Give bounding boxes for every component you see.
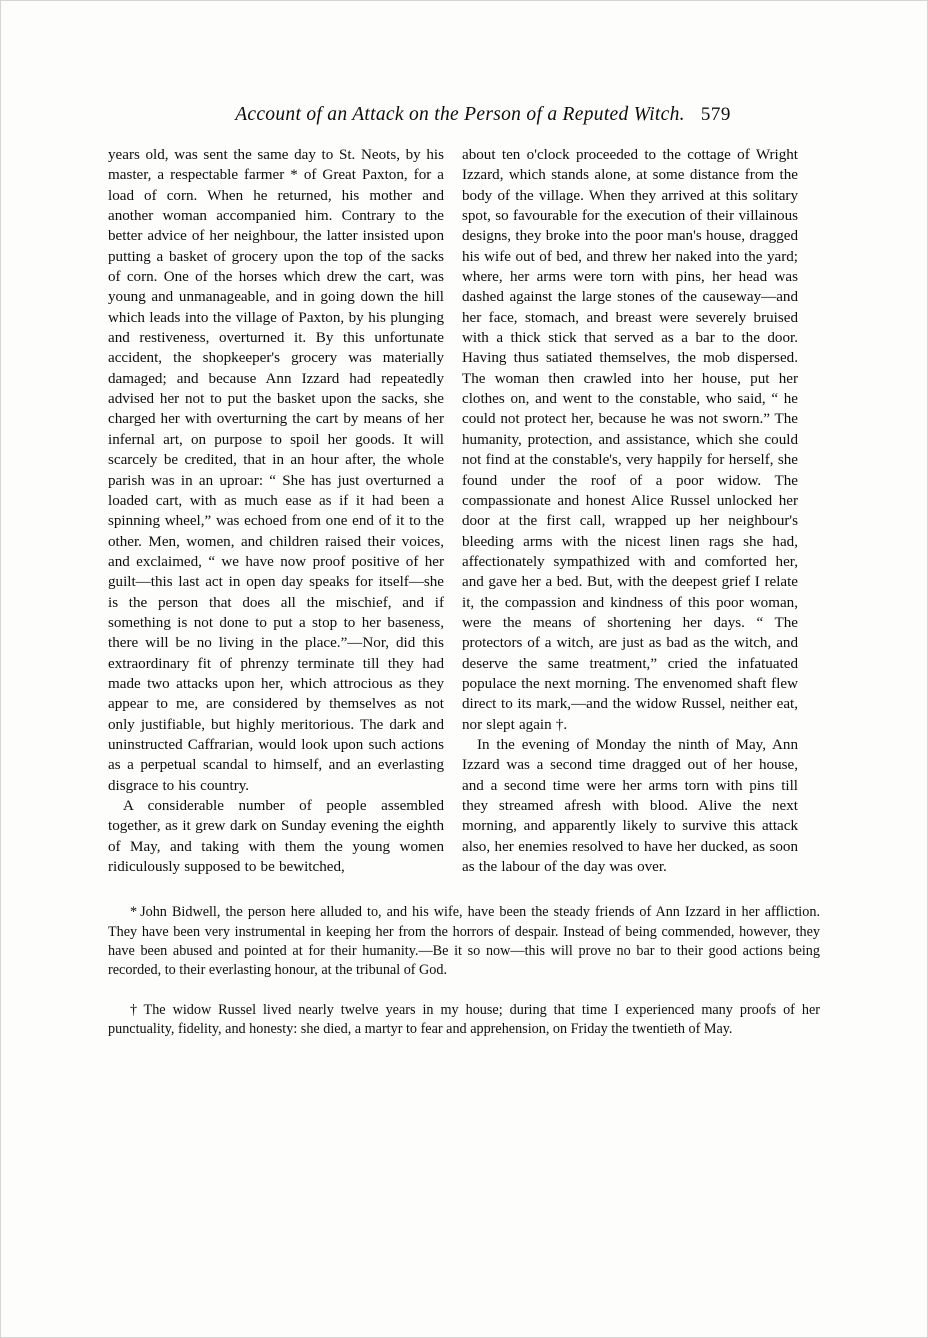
page-title: Account of an Attack on the Person of a Reputed Witch.: [235, 104, 685, 125]
footnote-section: [108, 903, 820, 1039]
two-column-body: [108, 145, 820, 877]
footnote-marker: *: [130, 904, 138, 921]
right-column: [462, 145, 798, 877]
page-text-block: [108, 104, 820, 1039]
paragraph: years old, was sent the same day to St. Neots, by his master, a respectable farmer * of Great Paxton, for a load of corn. When he returned, his mother and another woman accompanied him. Contrary to the better advice of her neighbour, the latter insisted upon putting a basket of grocery upon the top of the sacks of corn. One of the horses which drew the cart, was young and unmanageable, and in going down the hill which leads into the village of Paxton, by his plunging and restiveness, overturned it. By this unfortunate accident, the shopkeeper's grocery was materially damaged; and because Ann Izzard had repeatedly advised her not to put the basket upon the sacks, she charged her with overturning the cart by means of her infernal art, on purpose to spoil her goods. It will scarcely be credited, that in an hour after, the whole parish was in an uproar: “ She has just overturned a loaded cart, with as much ease as if it had been a spinning wheel,” was echoed from one end of it to the other. Men, women, and children raised their voices, and exclaimed, “ we have now proof positive of her guilt—this last act in open day speaks for itself—she is the person that does all the mischief, and if something is not done to put a stop to her baseness, there will be no living in the place.”—Nor, did this extraordinary fit of phrenzy terminate till they had made two attacks upon her, which attrocious as they appear to me, are considered by themselves as not only justifiable, but highly meritorious. The dark and uninstructed Caffrarian, would look upon such actions as a perpetual scandal to himself, and an everlasting disgrace to his country.: [108, 147, 444, 794]
paragraph: about ten o'clock proceeded to the cottage of Wright Izzard, which stands alone, at some distance from the body of the village. When they arrived at this solitary spot, so favourable for the execution of their villainous designs, they broke into the poor man's house, dragged his wife out of bed, and threw her naked into the yard; where, her arms were torn with pins, her head was dashed against the large stones of the causeway—and her face, stomach, and breast were severely bruised with a thick stick that served as a bar to the door. Having thus satiated themselves, the mob dispersed. The woman then crawled into her house, put her clothes on, and went to the constable, who said, “ he could not protect her, because he was not sworn.” The humanity, protection, and assistance, which she could not find at the constable's, very happily for herself, she found under the roof of a poor widow. The compassionate and honest Alice Russel unlocked her door at the first call, wrapped up her neighbour's bleeding arms with the nicest linen rags she had, affectionately sympathized with and comforted her, and gave her a bed. But, with the deepest grief I relate it, the compassion and kindness of this poor woman, were the means of shortening her days. “ The protectors of a witch, are just as bad as the witch, and deserve the same treatment,” cried the infatuated populace the next morning. The envenomed shaft flew direct to its mark,—and the widow Russel, neither eat, nor slept again †.: [462, 147, 798, 733]
paragraph: In the evening of Monday the ninth of May, Ann Izzard was a second time dragged out of her house, and a second time were her arms torn with pins till they streamed afresh with blood. Alive the next morning, and apparently likely to survive this attack also, her enemies resolved to have her ducked, as soon as the labour of the day was over.: [462, 736, 798, 876]
footnote-text: John Bidwell, the person here alluded to, and his wife, have been the steady friends of Ann Izzard in her affliction. They have been very instrumental in keeping her from the horrors of despair. Instead of being commended, however, they have been abused and pointed at for their humanity.—Be it so now—this will prove no bar to their good actions being recorded, to their everlasting honour, at the tribunal of God.: [108, 904, 820, 979]
footnote-text: The widow Russel lived nearly twelve years in my house; during that time I experienced many proofs of her punctuality, fidelity, and honesty: she died, a martyr to fear and apprehension, on Friday the twentieth of May.: [108, 1001, 820, 1037]
footnote: [108, 1001, 820, 1040]
paragraph: A considerable number of people assembled together, as it grew dark on Sunday evening the eighth of May, and taking with them the young women ridiculously supposed to be bewitched,: [108, 798, 444, 876]
running-head: [146, 104, 820, 126]
footnote: [108, 903, 820, 980]
footnote-marker: †: [130, 1001, 141, 1018]
page-number: 579: [700, 104, 731, 125]
left-column: [108, 145, 444, 877]
